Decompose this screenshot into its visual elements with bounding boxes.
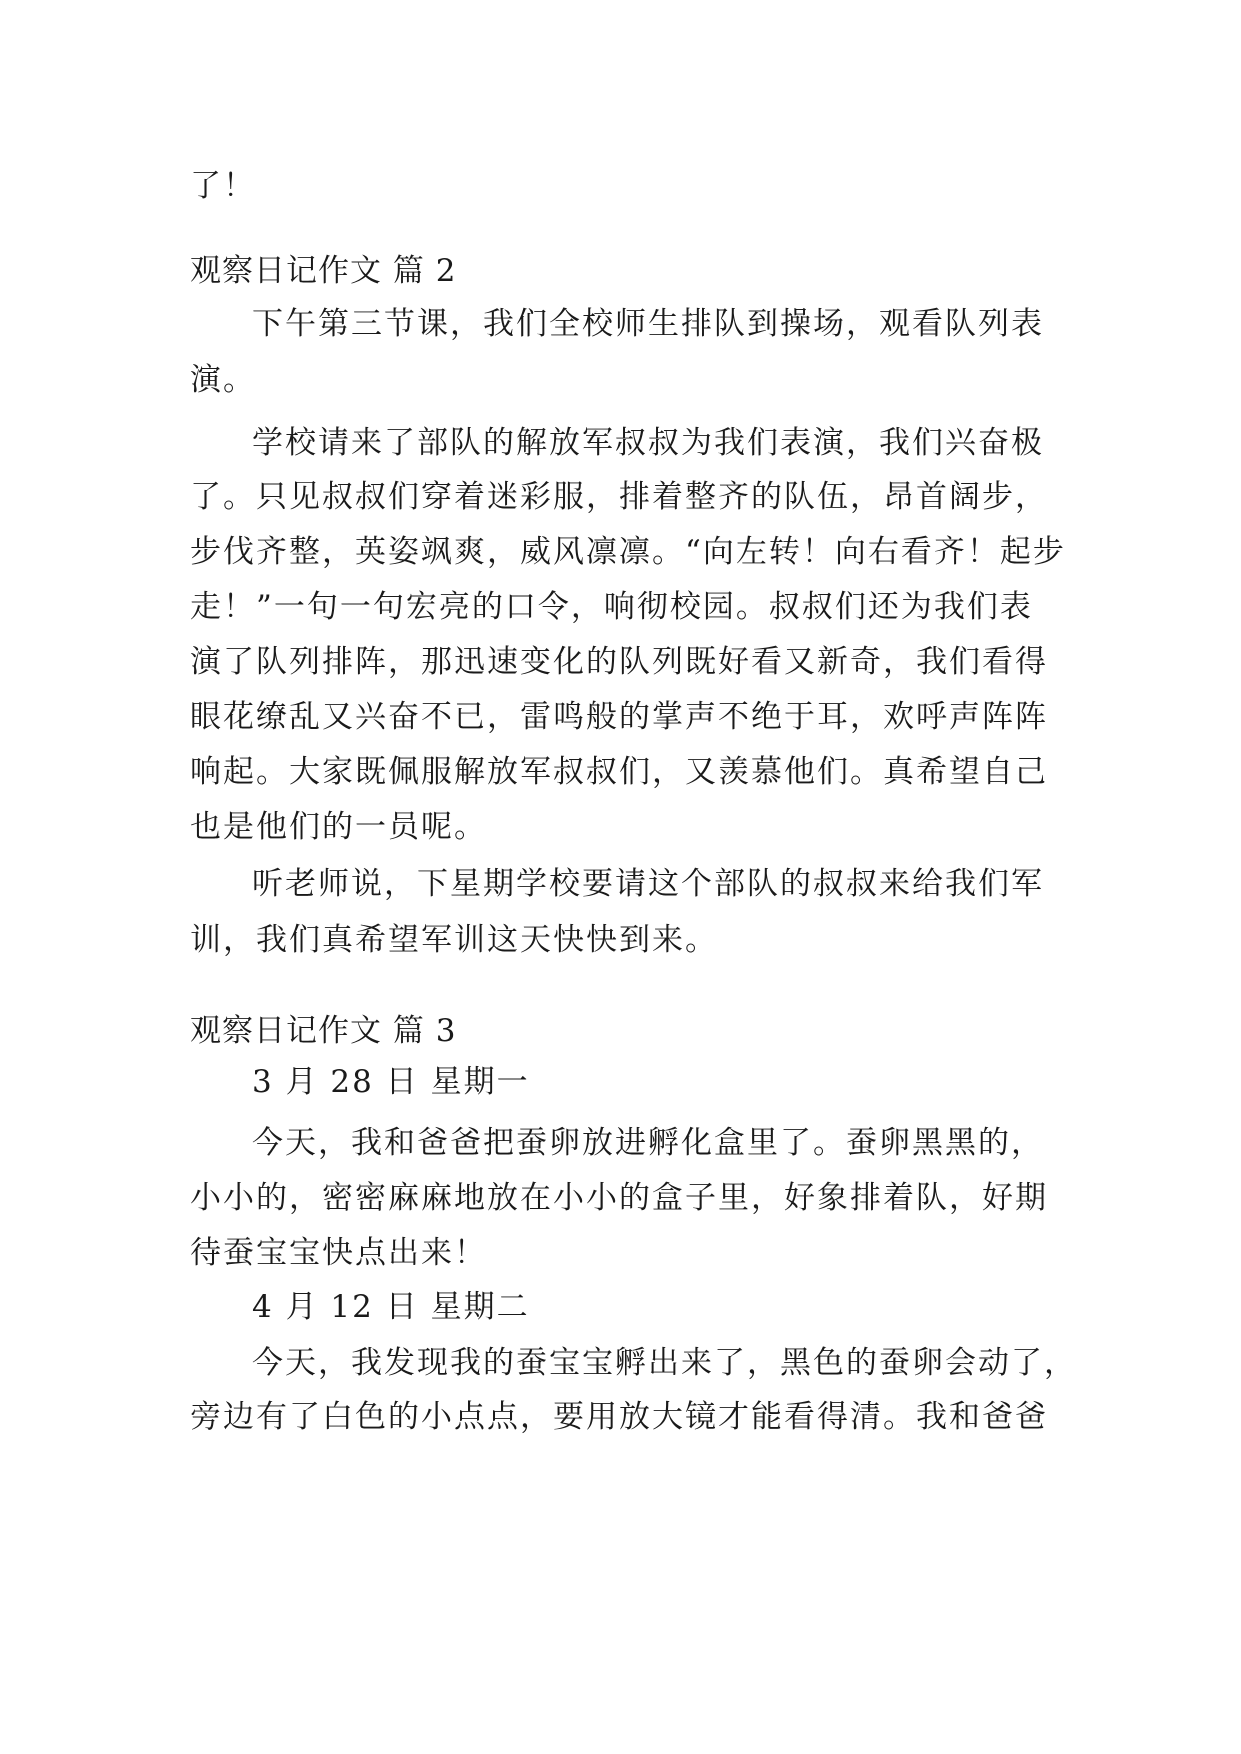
paragraph-line: 了。只见叔叔们穿着迷彩服，排着整齐的队伍，昂首阔步， <box>190 479 1048 515</box>
paragraph-line: 下午第三节课，我们全校师生排队到操场，观看队列表 <box>252 306 1044 342</box>
date-line: 4 月 12 日 星期二 <box>252 1289 530 1325</box>
paragraph-line: 演。 <box>190 362 256 398</box>
paragraph-line: 演了队列排阵，那迅速变化的队列既好看又新奇，我们看得 <box>190 644 1048 680</box>
paragraph-line: 旁边有了白色的小点点，要用放大镜才能看得清。我和爸爸 <box>190 1399 1048 1435</box>
paragraph-line: 今天，我发现我的蚕宝宝孵出来了，黑色的蚕卵会动了， <box>252 1345 1077 1381</box>
paragraph-line: 今天，我和爸爸把蚕卵放进孵化盒里了。蚕卵黑黑的， <box>252 1125 1044 1161</box>
paragraph-line: 学校请来了部队的解放军叔叔为我们表演，我们兴奋极 <box>252 425 1044 461</box>
paragraph-line: 待蚕宝宝快点出来！ <box>190 1235 487 1271</box>
section-heading: 观察日记作文 篇 2 <box>190 253 457 289</box>
date-line: 3 月 28 日 星期一 <box>252 1064 530 1100</box>
paragraph-line: 听老师说，下星期学校要请这个部队的叔叔来给我们军 <box>252 866 1044 902</box>
text-line: 了！ <box>190 168 256 204</box>
paragraph-line: 小小的，密密麻麻地放在小小的盒子里，好象排着队，好期 <box>190 1180 1048 1216</box>
paragraph-line: 也是他们的一员呢。 <box>190 809 487 845</box>
paragraph-line: 响起。大家既佩服解放军叔叔们，又羡慕他们。真希望自己 <box>190 754 1048 790</box>
section-heading: 观察日记作文 篇 3 <box>190 1013 457 1049</box>
paragraph-line: 眼花缭乱又兴奋不已，雷鸣般的掌声不绝于耳，欢呼声阵阵 <box>190 699 1048 735</box>
paragraph-line: 训，我们真希望军训这天快快到来。 <box>190 922 718 958</box>
paragraph-line: 走！”一句一句宏亮的口令，响彻校园。叔叔们还为我们表 <box>190 589 1033 625</box>
paragraph-line: 步伐齐整，英姿飒爽，威风凛凛。“向左转！向右看齐！起步 <box>190 534 1066 570</box>
